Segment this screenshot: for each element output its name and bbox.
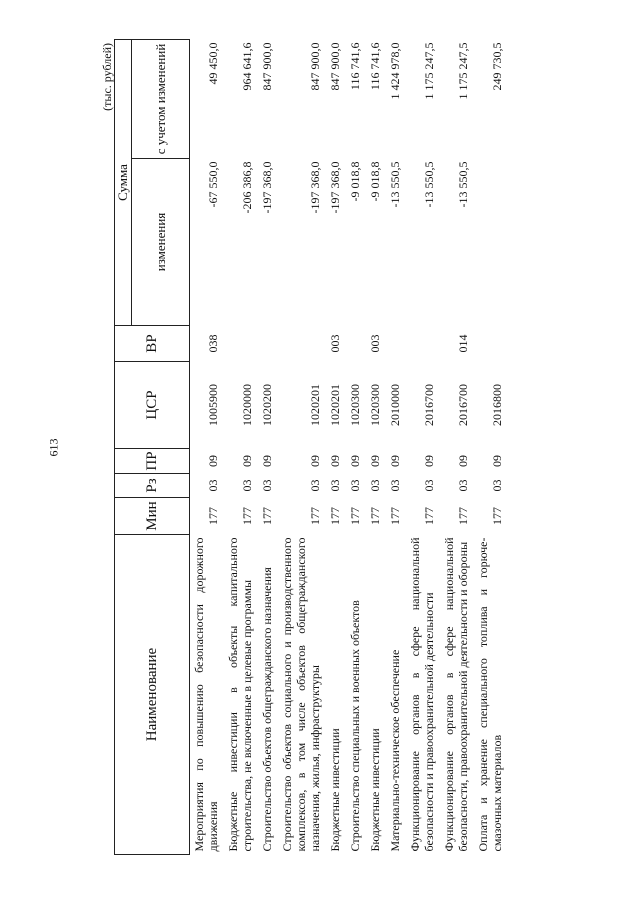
row-rz: 03 [388, 479, 402, 492]
row-name: Бюджетные инвестиции в объекты капитального строительства, не включенные в целевые программы [226, 537, 254, 852]
row-change: -197 368,0 [328, 161, 342, 214]
page-number: 613 [46, 438, 61, 457]
row-rz: 03 [348, 479, 362, 492]
row-csr: 2016700 [422, 384, 436, 426]
row-vr [224, 326, 258, 362]
row-pr: 09 [490, 455, 504, 467]
row-min: 177 [456, 507, 470, 525]
row-change: -197 368,0 [308, 161, 322, 214]
row-min: 177 [328, 507, 342, 525]
header-pr: ПР [115, 449, 190, 474]
table-row [190, 40, 225, 855]
row-pr: 09 [456, 455, 470, 467]
row-rz: 03 [490, 479, 504, 492]
row-csr: 1005900 [206, 384, 220, 426]
table-row [366, 40, 386, 855]
row-change: -67 550,0 [206, 161, 220, 208]
row-rz: 03 [368, 479, 382, 492]
row-total: 847 900,0 [308, 42, 322, 91]
header-csr: ЦСР [115, 362, 190, 449]
table-row [440, 40, 474, 855]
row-min: 177 [308, 507, 322, 525]
row-rz: 03 [260, 479, 274, 492]
row-min: 177 [422, 507, 436, 525]
row-name: Строительство объектов социального и производственного комплексов, в том числе объектов общегражданского назначения, жилья, инфраструктуры [280, 537, 322, 852]
row-total: 116 741,6 [368, 42, 382, 91]
row-pr: 09 [328, 455, 342, 467]
row-total: 49 450,0 [206, 42, 220, 85]
row-min: 177 [348, 507, 362, 525]
row-vr [386, 326, 406, 362]
row-vr: 003 [368, 334, 382, 353]
row-csr: 2010000 [388, 384, 402, 426]
row-pr: 09 [240, 455, 254, 467]
row-name: Бюджетные инвестиции [328, 728, 342, 852]
row-csr: 1020300 [348, 384, 362, 426]
row-vr [258, 326, 278, 362]
row-rz: 03 [308, 479, 322, 492]
row-csr: 1020000 [240, 384, 254, 426]
row-total: 964 641,6 [240, 42, 254, 91]
row-name: Функционирование органов в сфере национальной безопасности и правоохранительной деятельности [408, 537, 436, 852]
table-row [278, 40, 326, 855]
row-min: 177 [490, 507, 504, 525]
row-name: Бюджетные инвестиции [368, 728, 382, 852]
row-change [474, 159, 508, 326]
row-name: Строительство специальных и военных объектов [348, 600, 362, 852]
row-vr: 038 [206, 334, 220, 353]
row-total: 847 900,0 [260, 42, 274, 91]
row-vr [278, 326, 326, 362]
row-pr: 09 [206, 455, 220, 467]
row-rz: 03 [240, 479, 254, 492]
row-change: -9 018,8 [368, 161, 382, 202]
row-min: 177 [240, 507, 254, 525]
row-min: 177 [368, 507, 382, 525]
table-row [326, 40, 346, 855]
row-change: -13 550,5 [388, 161, 402, 208]
row-pr: 09 [308, 455, 322, 467]
row-csr: 2016700 [456, 384, 470, 426]
row-vr: 014 [456, 334, 470, 353]
table-row [406, 40, 440, 855]
row-change: -13 550,5 [456, 161, 470, 208]
units-note: (тыс. рублей) [100, 43, 114, 111]
row-change: -13 550,5 [422, 161, 436, 208]
row-pr: 09 [368, 455, 382, 467]
header-min: Мин [115, 498, 190, 535]
header-sum: Сумма [115, 40, 132, 326]
row-min: 177 [260, 507, 274, 525]
row-name: Материально-техническое обеспечение [388, 649, 402, 852]
row-change: -9 018,8 [348, 161, 362, 202]
row-total: 116 741,6 [348, 42, 362, 91]
row-rz: 03 [328, 479, 342, 492]
table-row [474, 40, 508, 855]
table-row [346, 40, 366, 855]
row-csr: 1020300 [368, 384, 382, 426]
row-vr [406, 326, 440, 362]
row-name: Мероприятия по повышению безопасности дорожного движения [192, 537, 220, 852]
row-change: -206 386,8 [240, 161, 254, 214]
table-body [190, 40, 509, 855]
row-min: 177 [206, 507, 220, 525]
table-row [258, 40, 278, 855]
row-pr: 09 [422, 455, 436, 467]
row-name: Оплата и хранение специального топлива и горюче-смазочных материалов [476, 537, 504, 852]
budget-table [114, 39, 508, 855]
row-total: 1 424 978,0 [388, 42, 402, 100]
row-csr: 1020200 [260, 384, 274, 426]
rotated-page-content [100, 40, 580, 855]
row-total: 249 730,5 [490, 42, 504, 91]
row-change: -197 368,0 [260, 161, 274, 214]
row-min: 177 [388, 507, 402, 525]
header-rz: Рз [115, 474, 190, 498]
row-rz: 03 [456, 479, 470, 492]
row-name: Функционирование органов в сфере национальной безопасности, правоохранительной деятельности и обороны [442, 537, 470, 852]
row-vr [474, 326, 508, 362]
row-rz: 03 [422, 479, 436, 492]
row-total: 1 175 247,5 [422, 42, 436, 100]
row-pr: 09 [348, 455, 362, 467]
row-rz: 03 [206, 479, 220, 492]
row-total: 847 900,0 [328, 42, 342, 91]
header-change: изменения [132, 159, 190, 326]
header-with-changes: с учетом изменений [132, 40, 190, 159]
header-name: Наименование [115, 535, 190, 855]
table-row [224, 40, 258, 855]
row-pr: 09 [388, 455, 402, 467]
row-csr: 2016800 [490, 384, 504, 426]
row-csr: 1020201 [328, 384, 342, 426]
row-name: Строительство объектов общегражданского назначения [260, 567, 274, 852]
row-pr: 09 [260, 455, 274, 467]
row-total: 1 175 247,5 [456, 42, 470, 100]
row-vr [346, 326, 366, 362]
row-vr: 003 [328, 334, 342, 353]
row-csr: 1020201 [308, 384, 322, 426]
table-row [386, 40, 406, 855]
header-vr: ВР [115, 326, 190, 362]
